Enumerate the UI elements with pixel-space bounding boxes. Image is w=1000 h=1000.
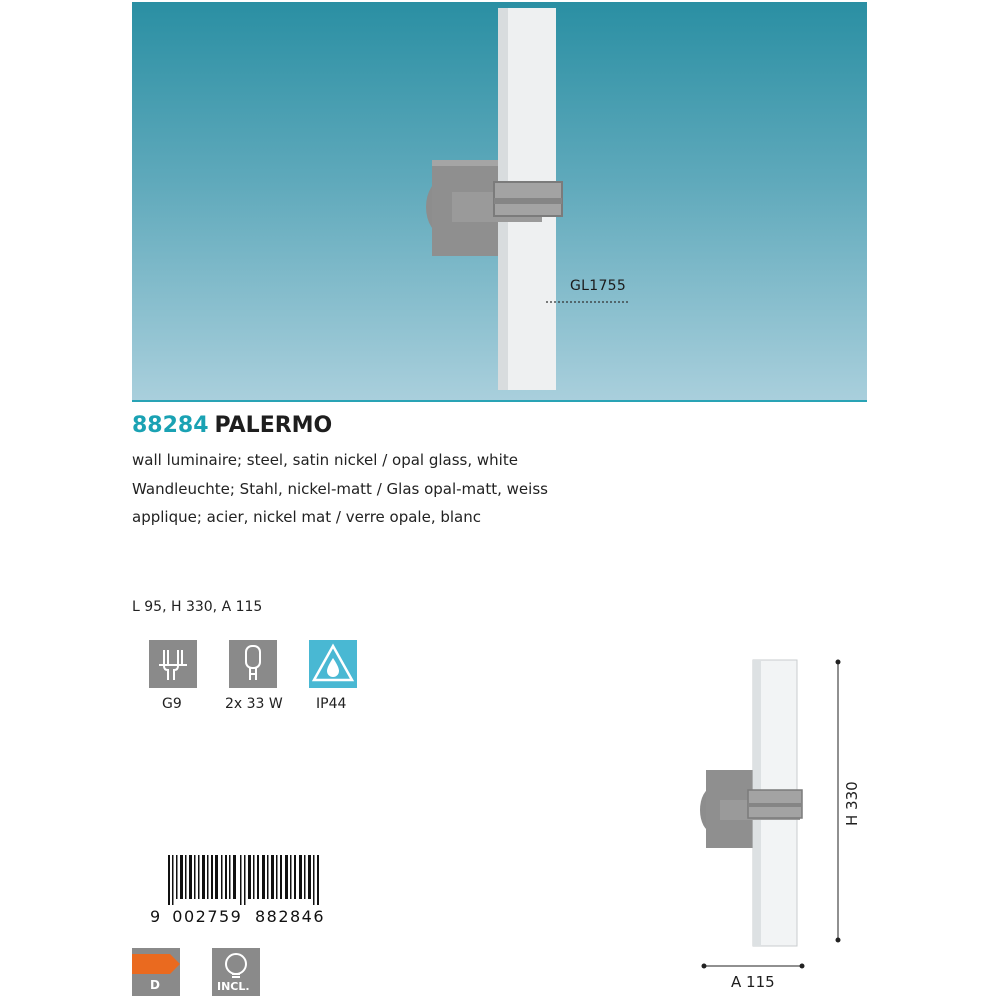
product-name: PALERMO [214, 413, 333, 438]
width-dimension-label: A 115 [731, 973, 775, 991]
energy-class-label: D [150, 978, 160, 992]
height-dimension-label: H 330 [843, 781, 861, 826]
wall-lamp-illustration [132, 2, 867, 400]
hero-image [132, 2, 867, 400]
bulb-capsule-icon [229, 640, 279, 692]
barcode-first-digit: 9 [150, 907, 162, 926]
description-de: Wandleuchte; Stahl, nickel-matt / Glas opal-matt, weiss [132, 480, 548, 498]
product-number: 88284 [132, 413, 209, 438]
barcode-group-2: 882846 [254, 907, 326, 926]
description-fr: applique; acier, nickel mat / verre opale, blanc [132, 508, 481, 526]
callout-label: GL1755 [570, 278, 627, 294]
bulb-included-label: INCL. [217, 980, 250, 993]
g9-socket-icon [149, 640, 199, 692]
technical-drawing [690, 650, 860, 980]
ip-rating-icon [309, 640, 359, 692]
hero-divider [132, 400, 867, 402]
dimensions: L 95, H 330, A 115 [132, 599, 263, 615]
wattage-label: 2x 33 W [225, 696, 283, 712]
barcode-digits [150, 907, 325, 926]
barcode-group-1: 002759 [172, 907, 243, 926]
product-title [132, 413, 332, 438]
socket-label: G9 [162, 696, 182, 712]
ip-label: IP44 [316, 696, 347, 712]
description-en: wall luminaire; steel, satin nickel / opal glass, white [132, 451, 518, 469]
barcode [148, 855, 343, 907]
